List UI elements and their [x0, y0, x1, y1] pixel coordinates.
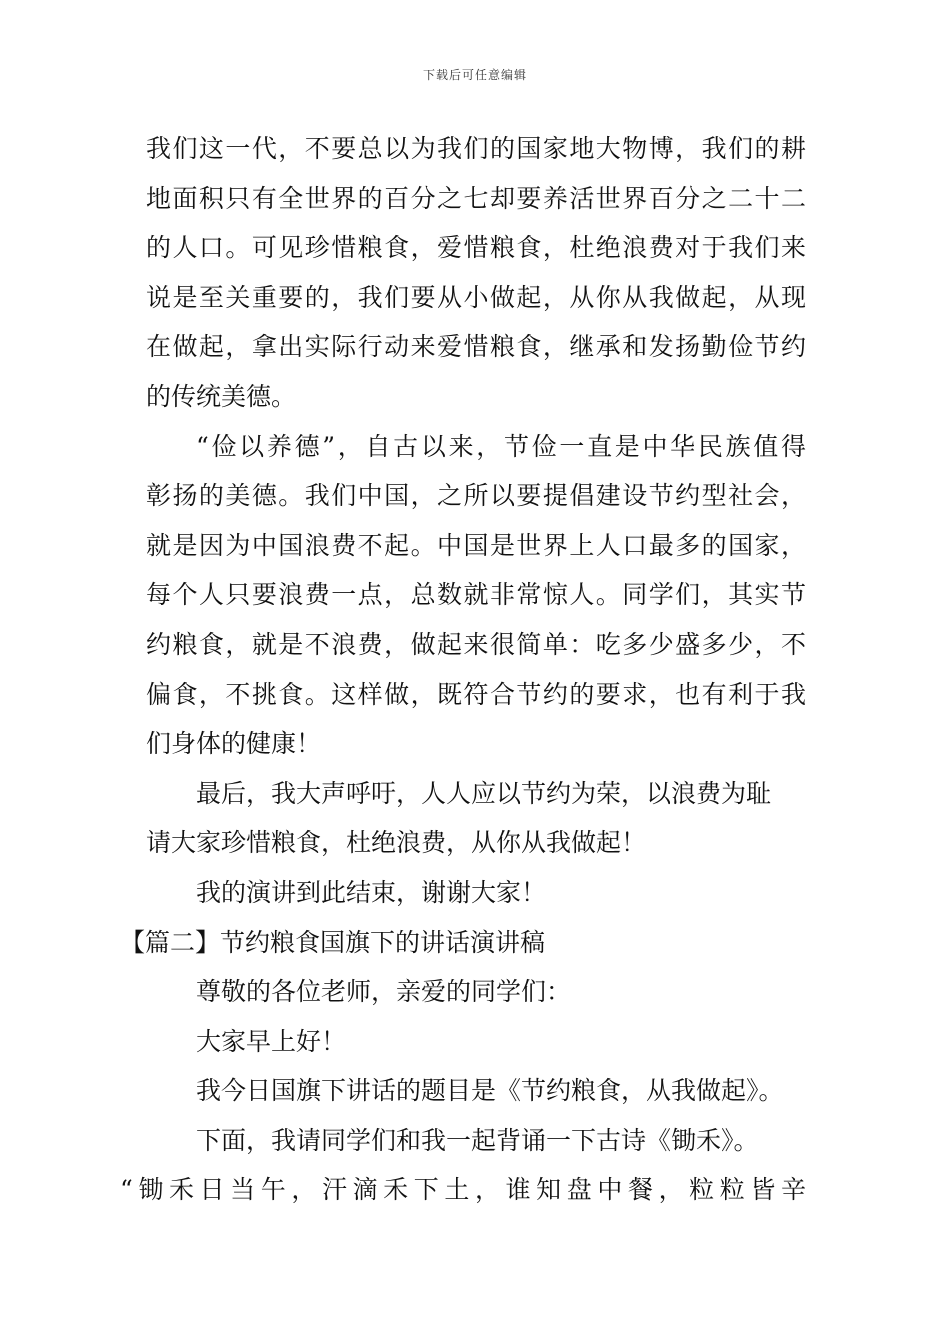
paragraph-start-line: 下面，我请同学们和我一起背诵一下古诗《锄禾》。: [196, 1125, 759, 1155]
text-line: 的传统美德。: [146, 381, 297, 411]
text-line: 偏食，不挑食。这样做，既符合节约的要求，也有利于我: [146, 679, 806, 709]
salutation-line: 尊敬的各位老师，亲爱的同学们：: [196, 977, 572, 1007]
document-body: [120, 124, 806, 1215]
text-line: 在做起，拿出实际行动来爱惜粮食，继承和发扬勤俭节约: [146, 332, 806, 362]
paragraph-start-line: “俭以养德”，自古以来，节俭一直是中华民族值得: [196, 431, 806, 461]
text-line: 每个人只要浪费一点，总数就非常惊人。同学们，其实节: [146, 580, 806, 610]
text-line: 的人口。可见珍惜粮食，爱惜粮食，杜绝浪费对于我们来: [146, 233, 806, 263]
section-heading: 【篇二】节约粮食国旗下的讲话演讲稿: [120, 927, 546, 957]
text-line: 我们这一代，不要总以为我们的国家地大物博，我们的耕: [146, 134, 806, 163]
paragraph-start-line: 我今日国旗下讲话的题目是《节约粮食，从我做起》。: [196, 1076, 784, 1106]
text-line: 们身体的健康！: [146, 729, 322, 759]
page-header: 下载后可任意编辑: [422, 68, 527, 82]
text-line: 请大家珍惜粮食，杜绝浪费，从你从我做起！: [146, 828, 647, 858]
text-line: 彰扬的美德。我们中国，之所以要提倡建设节约型社会，: [146, 481, 806, 511]
greeting-line: 大家早上好！: [196, 1026, 347, 1056]
text-line: 约粮食，就是不浪费，做起来很简单：吃多少盛多少，不: [146, 629, 806, 659]
text-line: 就是因为中国浪费不起。中国是世界上人口最多的国家，: [146, 530, 806, 560]
poem-quote-line: “锄禾日当午，汗滴禾下土，谁知盘中餐，粒粒皆辛: [120, 1175, 806, 1205]
text-line: 地面积只有全世界的百分之七却要养活世界百分之二十二: [146, 183, 806, 213]
text-line: 说是至关重要的，我们要从小做起，从你从我做起，从现: [146, 282, 806, 312]
paragraph-start-line: 我的演讲到此结束，谢谢大家！: [196, 877, 547, 907]
paragraph-start-line: 最后，我大声呼吁，人人应以节约为荣，以浪费为耻: [196, 778, 772, 808]
